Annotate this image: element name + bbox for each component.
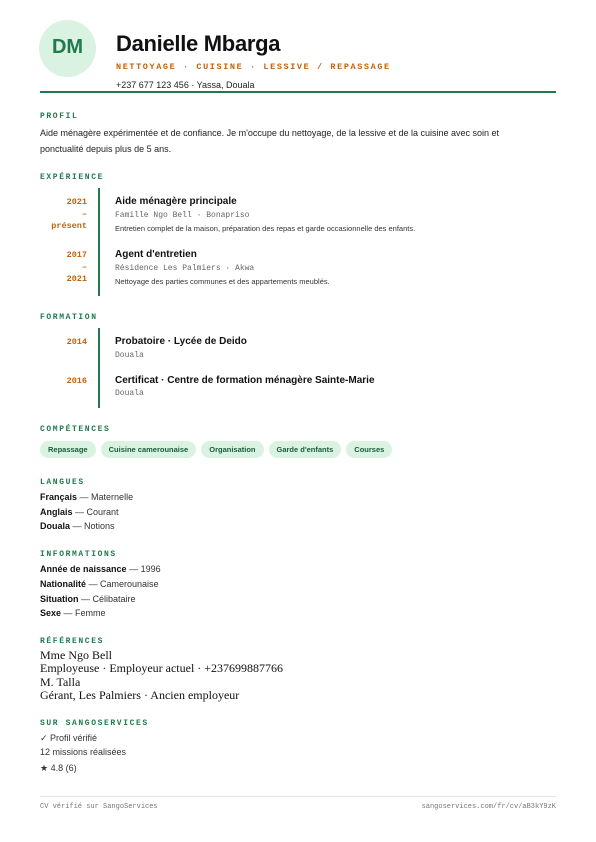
language-item: Français — Maternelle <box>40 492 134 502</box>
experience-description: Nettoyage des parties communes et des appartements meublés. <box>115 277 330 286</box>
tagline: NETTOYAGE · CUISINE · LESSIVE / REPASSAGE <box>116 62 391 72</box>
education-location: Douala <box>115 351 144 360</box>
footer-url[interactable]: sangoservices.com/fr/cv/aB3kY9zK <box>421 803 556 811</box>
skill-chip: Cuisine camerounaise <box>101 441 197 458</box>
education-location: Douala <box>115 389 144 398</box>
section-title-references: RÉFÉRENCES <box>40 637 105 646</box>
section-title-languages: LANGUES <box>40 478 85 487</box>
section-title-sango: SUR SANGOSERVICES <box>40 719 149 728</box>
contact-info: +237 677 123 456 · Yassa, Douala <box>116 80 255 90</box>
section-title-skills: COMPÉTENCES <box>40 425 111 434</box>
info-item: Nationalité — Camerounaise <box>40 579 159 589</box>
footer-note: CV vérifié sur SangoServices <box>40 803 158 811</box>
skill-chip: Garde d'enfants <box>269 441 342 458</box>
reference-name: Mme Ngo Bell <box>40 648 112 662</box>
reference-detail: Gérant, Les Palmiers · Ancien employeur <box>40 688 240 702</box>
info-item: Situation — Célibataire <box>40 594 136 604</box>
experience-employer: Famille Ngo Bell · Bonapriso <box>115 211 250 220</box>
experience-title: Agent d'entretien <box>115 249 197 260</box>
header-divider <box>40 91 556 93</box>
skill-chip: Repassage <box>40 441 96 458</box>
education-year: 2016 <box>66 376 87 386</box>
section-title-experience: EXPÉRIENCE <box>40 173 105 182</box>
experience-date: 2017 – 2021 <box>66 250 87 284</box>
verified-badge: ✓ Profil vérifié <box>40 733 98 743</box>
education-title: Probatoire · Lycée de Deido <box>115 336 247 347</box>
avatar-initials: DM <box>51 36 84 58</box>
reference-detail: Employeuse · Employeur actuel · +237699887766 <box>40 661 284 675</box>
language-item: Douala — Notions <box>40 521 115 531</box>
skill-chip: Courses <box>346 441 392 458</box>
education-title: Certificat · Centre de formation ménagère Sainte-Marie <box>115 375 375 386</box>
candidate-name: Danielle Mbarga <box>116 31 281 56</box>
experience-employer: Résidence Les Palmiers · Akwa <box>115 264 255 273</box>
education-year: 2014 <box>66 337 87 347</box>
info-item: Année de naissance — 1996 <box>40 564 161 574</box>
experience-date: 2021 – présent <box>51 197 87 231</box>
experience-description: Entretien complet de la maison, préparation des repas et garde occasionnelle des enfants. <box>115 224 416 233</box>
missions-count: 12 missions réalisées <box>40 747 127 757</box>
experience-title: Aide ménagère principale <box>115 196 237 207</box>
footer-divider <box>40 796 556 797</box>
info-item: Sexe — Femme <box>40 608 106 618</box>
avatar <box>39 20 96 77</box>
education-timeline <box>98 328 100 408</box>
skills-list <box>40 441 392 458</box>
reference-name: M. Talla <box>40 675 81 689</box>
language-item: Anglais — Courant <box>40 507 119 517</box>
rating: ★ 4.8 (6) <box>40 763 77 773</box>
experience-timeline <box>98 188 100 296</box>
section-title-info: INFORMATIONS <box>40 550 117 559</box>
section-title-education: FORMATION <box>40 313 98 322</box>
skill-chip: Organisation <box>201 441 263 458</box>
profile-text: Aide ménagère expérimentée et de confiance. Je m'occupe du nettoyage, de la lessive et de la cuisine avec soin et ponctualité depuis plus de 5 ans. <box>40 128 499 154</box>
section-title-profile: PROFIL <box>40 112 79 121</box>
